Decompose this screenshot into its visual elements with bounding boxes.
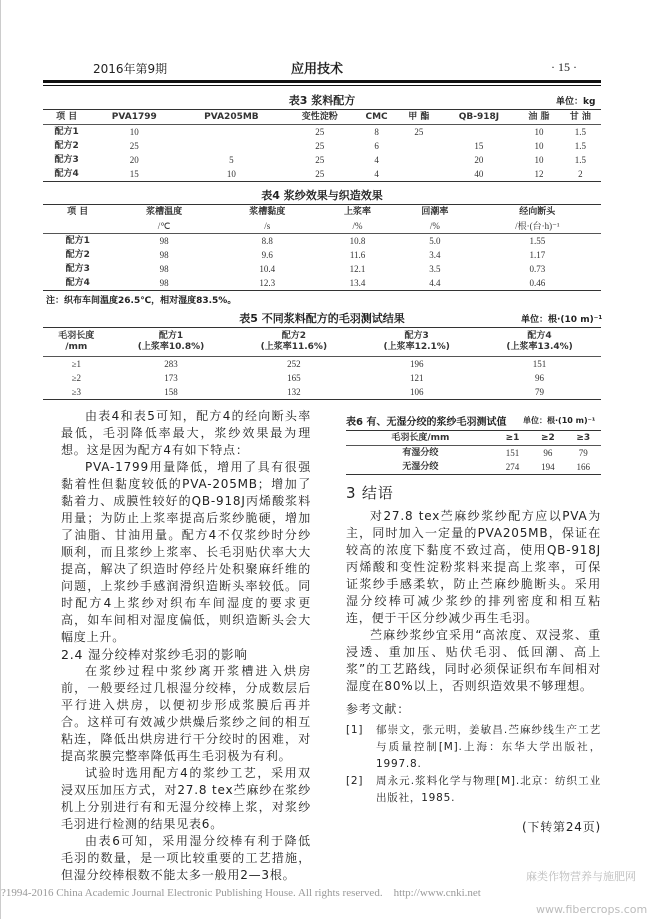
- table-cell: 配方4: [65, 277, 90, 288]
- table-row: [43, 262, 601, 276]
- table-cell: 4: [374, 154, 379, 165]
- table-cell: 10: [534, 154, 544, 165]
- table-row: [43, 125, 601, 140]
- column-header: [478, 328, 601, 357]
- reference-item: [346, 722, 601, 773]
- table-cell: 配方4: [54, 168, 79, 179]
- table-cell: 11.6: [349, 249, 366, 260]
- column-header: 毛羽长度/mm: [391, 432, 450, 443]
- paragraph: PVA-1799用量降低，增用了具有很强黏着性但黏度较低的PVA-205MB；增加了黏着力、成膜性较好的QB-918J丙烯酸浆料用量；为防止上浆率提高后浆纱脆硬，增加了油脂、甘油用量。配方4不仅浆纱时分纱顺利，而且浆纱上浆率、长毛羽贴伏率大大提高，解决了织造时停经片处积聚麻纤维的问题，上浆纱手感润滑织造断头率较低。同时配方4上浆纱对织布车间湿度的要求更高，如车间相对湿度偏低，则织造断头会大幅度上升。: [61, 460, 311, 644]
- table-cell: 132: [287, 386, 301, 397]
- section-heading-2-4: 2.4 湿分绞棒对浆纱毛羽的影响: [61, 647, 248, 662]
- header-line: (上浆率12.1%): [383, 342, 450, 352]
- header-line: 毛羽长度: [58, 331, 95, 341]
- table-cell: 配方1: [54, 126, 79, 137]
- table-cell: 1.5: [574, 126, 586, 137]
- table-cell: 98: [159, 263, 169, 274]
- table-cell: 6: [374, 140, 379, 151]
- table-cell: 25: [315, 154, 325, 165]
- table-cell: 173: [164, 372, 178, 383]
- table4-caption: 表4 浆纱效果与织造效果: [261, 189, 383, 202]
- table-row: [43, 357, 601, 372]
- table-cell: 25: [315, 126, 325, 137]
- table-cell: 194: [541, 461, 555, 472]
- table-cell: 20: [474, 154, 484, 165]
- header-rule-thin: [43, 85, 601, 86]
- table-cell: 0.46: [529, 277, 546, 288]
- table-row: [43, 153, 601, 167]
- table-cell: 配方2: [65, 249, 90, 260]
- table6: [346, 430, 601, 475]
- table-cell: 121: [409, 372, 424, 383]
- table-cell: 0.73: [529, 263, 546, 274]
- table-cell: 12.1: [349, 263, 366, 274]
- table3: [43, 109, 601, 182]
- table5-caption: 表5 不同浆料配方的毛羽测试结果: [239, 312, 405, 325]
- table-cell: 2: [578, 168, 583, 179]
- table-cell: 25: [414, 126, 424, 137]
- table-cell: 165: [287, 372, 301, 383]
- table5: [43, 327, 601, 400]
- column-unit: /根·(台·h)⁻¹: [515, 220, 560, 231]
- table-row: [43, 139, 601, 153]
- header-line: /mm: [65, 342, 88, 352]
- table-cell: 96: [543, 447, 553, 458]
- column-header: [355, 328, 478, 357]
- table-cell: 3.5: [429, 263, 441, 274]
- table-cell: 9.6: [261, 249, 273, 260]
- column-header: PVA1799: [111, 111, 157, 122]
- table-cell: [178, 125, 284, 140]
- watermark: 麻类作物营养与施肥网: [526, 870, 636, 883]
- table5-unit: 单位：根·(10 m)⁻¹: [521, 315, 603, 325]
- table-cell: 25: [315, 168, 325, 179]
- table-row: [43, 276, 601, 291]
- table-cell: 1.17: [529, 249, 546, 260]
- table-cell: 79: [535, 386, 545, 397]
- column-header: 变性淀粉: [301, 111, 338, 122]
- table-cell: 151: [505, 447, 520, 458]
- table-cell: 13.4: [349, 277, 366, 288]
- paragraph: 由表6可知，采用湿分绞棒有利于降低毛羽的数量，是一项比较重要的工艺措施，但湿分绞棒根数不能太多一般用2—3根。: [61, 834, 311, 882]
- table6-unit: 单位：根·(10 m)⁻¹: [523, 416, 596, 425]
- table-cell: 79: [578, 447, 588, 458]
- column-header: 项 目: [67, 206, 89, 217]
- reference-number: [2]: [346, 775, 364, 787]
- left-column: [61, 408, 311, 884]
- paragraph: 试验时选用配方4的浆纱工艺，采用双浸双压加压方式，对27.8 tex苎麻纱在浆纱机上分别进行有和无湿分绞棒上浆，对浆纱毛羽进行检测的结果见表6。: [61, 766, 311, 831]
- column-unit: [43, 219, 113, 234]
- table6-title: 表6 有、无湿分绞的浆纱毛羽测试值: [346, 417, 507, 428]
- table-cell: 配方3: [65, 263, 90, 274]
- table-row: [346, 460, 601, 475]
- table-cell: 8: [374, 126, 379, 137]
- table-row: [43, 371, 601, 385]
- column-header: 油 脂: [528, 111, 550, 122]
- table-cell: 5.0: [429, 235, 441, 246]
- issue-label: 2016年第9期: [93, 62, 168, 76]
- column-header: 回潮率: [421, 206, 449, 217]
- table-cell: 158: [164, 386, 178, 397]
- table-cell: 配方3: [54, 154, 79, 165]
- column-header: ≥2: [540, 432, 555, 443]
- table-cell: 3.4: [429, 249, 441, 260]
- table-row: [43, 385, 601, 400]
- header-line: 配方3: [404, 331, 429, 341]
- page-number: · 15 ·: [551, 60, 577, 74]
- header-line: 配方1: [158, 331, 184, 341]
- header-line: (上浆率13.4%): [506, 342, 573, 352]
- table-cell: 151: [532, 358, 547, 369]
- table-cell: 15: [129, 168, 139, 179]
- column-header: [43, 328, 110, 357]
- column-header: PVA205MB: [204, 111, 259, 122]
- table-cell: 10: [534, 140, 544, 151]
- column-header: ≥3: [576, 432, 591, 443]
- column-header: QB-918J: [458, 111, 500, 122]
- column-unit: /%: [352, 220, 363, 231]
- table-cell: 无湿分绞: [402, 461, 439, 472]
- table3-unit: 单位：kg: [556, 97, 596, 107]
- table-cell: [440, 125, 519, 140]
- table-cell: 1.5: [574, 154, 586, 165]
- table-cell: [178, 139, 284, 153]
- column-header: CMC: [365, 111, 388, 122]
- table-cell: 10: [129, 126, 139, 137]
- table-cell: 98: [159, 235, 169, 246]
- table-cell: 196: [409, 358, 424, 369]
- column-unit: /℃: [157, 220, 171, 231]
- table-cell: 283: [164, 358, 178, 369]
- table-cell: 1.55: [529, 235, 546, 246]
- reference-item: [346, 773, 601, 807]
- header-line: 配方4: [527, 331, 552, 341]
- right-column: [346, 485, 601, 836]
- paragraph: 对27.8 tex苎麻纱浆纱配方应以PVA为主，同时加入一定量的PVA205MB，保证在较高的浓度下黏度不致过高，使用QB-918J丙烯酸和变性淀粉浆料来提高上浆率，可保证浆纱手感柔软，防止苎麻纱脆断头。采用湿分绞棒可减少浆纱的排列密度和相互粘连，便于干区分纱减少再生毛羽。: [346, 509, 601, 625]
- table-cell: [398, 167, 439, 182]
- table-cell: 10.4: [259, 263, 276, 274]
- column-header: 甲 酯: [408, 111, 430, 122]
- header-line: (上浆率10.8%): [137, 342, 205, 352]
- table-cell: ≥1: [71, 358, 82, 369]
- table-cell: 96: [535, 372, 545, 383]
- table-cell: 配方2: [54, 140, 79, 151]
- column-header: 浆槽温度: [146, 206, 183, 217]
- column-header: 上浆率: [344, 206, 372, 217]
- unit-row: [43, 219, 601, 234]
- column-header: ≥1: [505, 432, 520, 443]
- table-cell: 12.3: [259, 277, 276, 288]
- table-row: [346, 446, 601, 461]
- table-cell: 25: [129, 140, 139, 151]
- paragraph: 由表4和表5可知，配方4的经向断头率最低，毛羽降低率最大，浆纱效果最为理想。这是因为配方4有如下特点：: [61, 409, 311, 457]
- paragraph: 苎麻纱浆纱宜采用“高浓度、双浸浆、重浸透、重加压、贴伏毛羽、低回潮、高上浆”的工艺路线，同时必须保证织布车间相对湿度在80%以上，否则织造效果不够理想。: [346, 628, 601, 693]
- table-cell: 8.8: [261, 235, 273, 246]
- table-cell: 10.8: [349, 235, 366, 246]
- table-cell: 252: [287, 358, 301, 369]
- column-header: 经向断头: [519, 206, 556, 217]
- table-row: [43, 234, 601, 249]
- column-header: 甘 油: [569, 111, 591, 122]
- watermark-url: www.fibercrops.com: [536, 903, 648, 916]
- section-heading-3: 3 结语: [346, 484, 394, 502]
- header-line: 配方2: [281, 331, 306, 341]
- reference-text: 郁崇文，张元明，姜敏昌.苎麻纱线生产工艺与质量控制[M].上海：东华大学出版社，1997.8.: [376, 724, 601, 770]
- table-cell: 10: [534, 126, 544, 137]
- table-cell: [398, 139, 439, 153]
- table-cell: 配方1: [65, 235, 90, 246]
- table-cell: 106: [409, 386, 424, 397]
- table-cell: 4: [374, 168, 379, 179]
- column-unit: /%: [429, 220, 440, 231]
- paragraph: 在浆纱过程中浆纱离开浆槽进入烘房前，一般要经过几根湿分绞棒，分成数层后平行进入烘房，以便初步形成浆膜后再并合。这样可有效减少烘燥后浆纱之间的相互粘连，降低出烘房进行干分绞时的困难，对提高浆膜完整率降低再生毛羽极为有利。: [61, 664, 311, 763]
- header-rule: [43, 80, 601, 83]
- column-header: 浆槽黏度: [249, 206, 286, 217]
- table-cell: 10: [226, 168, 236, 179]
- table3-caption: 表3 浆料配方: [288, 94, 356, 107]
- table-cell: ≥2: [71, 372, 82, 383]
- header-line: (上浆率11.6%): [260, 342, 328, 352]
- table-cell: 166: [576, 461, 591, 472]
- table-cell: 4.4: [429, 277, 441, 288]
- continued-note: (下转第24页): [521, 820, 601, 834]
- table-cell: 40: [474, 168, 484, 179]
- table4: [43, 204, 601, 291]
- table-cell: [398, 153, 439, 167]
- copyright-footer: ?1994-2016 China Academic Journal Electronic Publishing House. All rights reserved. http://www.cnki.net: [1, 887, 481, 899]
- table-cell: 98: [159, 277, 169, 288]
- section-title: 应用技术: [291, 62, 344, 77]
- reference-number: [1]: [346, 724, 364, 736]
- table-cell: 274: [505, 461, 520, 472]
- column-header: 项 目: [56, 111, 78, 122]
- table-cell: 25: [315, 140, 325, 151]
- table-cell: 15: [474, 140, 484, 151]
- table4-note: 注：织布车间温度26.5℃，相对湿度83.5%。: [46, 296, 237, 306]
- table-cell: 5: [229, 154, 234, 165]
- table-cell: 有湿分绞: [402, 447, 439, 458]
- table-cell: 98: [159, 249, 169, 260]
- table-cell: 1.5: [574, 140, 586, 151]
- column-header: [232, 328, 355, 357]
- header-row: [43, 205, 601, 220]
- references-title: 参考文献：: [346, 702, 411, 716]
- table-cell: 20: [129, 154, 139, 165]
- table-cell: ≥3: [71, 386, 82, 397]
- table-cell: 12: [534, 168, 544, 179]
- table-row: [43, 248, 601, 262]
- table-row: [43, 167, 601, 182]
- column-header: [110, 328, 233, 357]
- column-unit: /s: [264, 220, 271, 231]
- reference-text: 周永元.浆料化学与物理[M].北京：纺织工业出版社，1985.: [376, 775, 601, 804]
